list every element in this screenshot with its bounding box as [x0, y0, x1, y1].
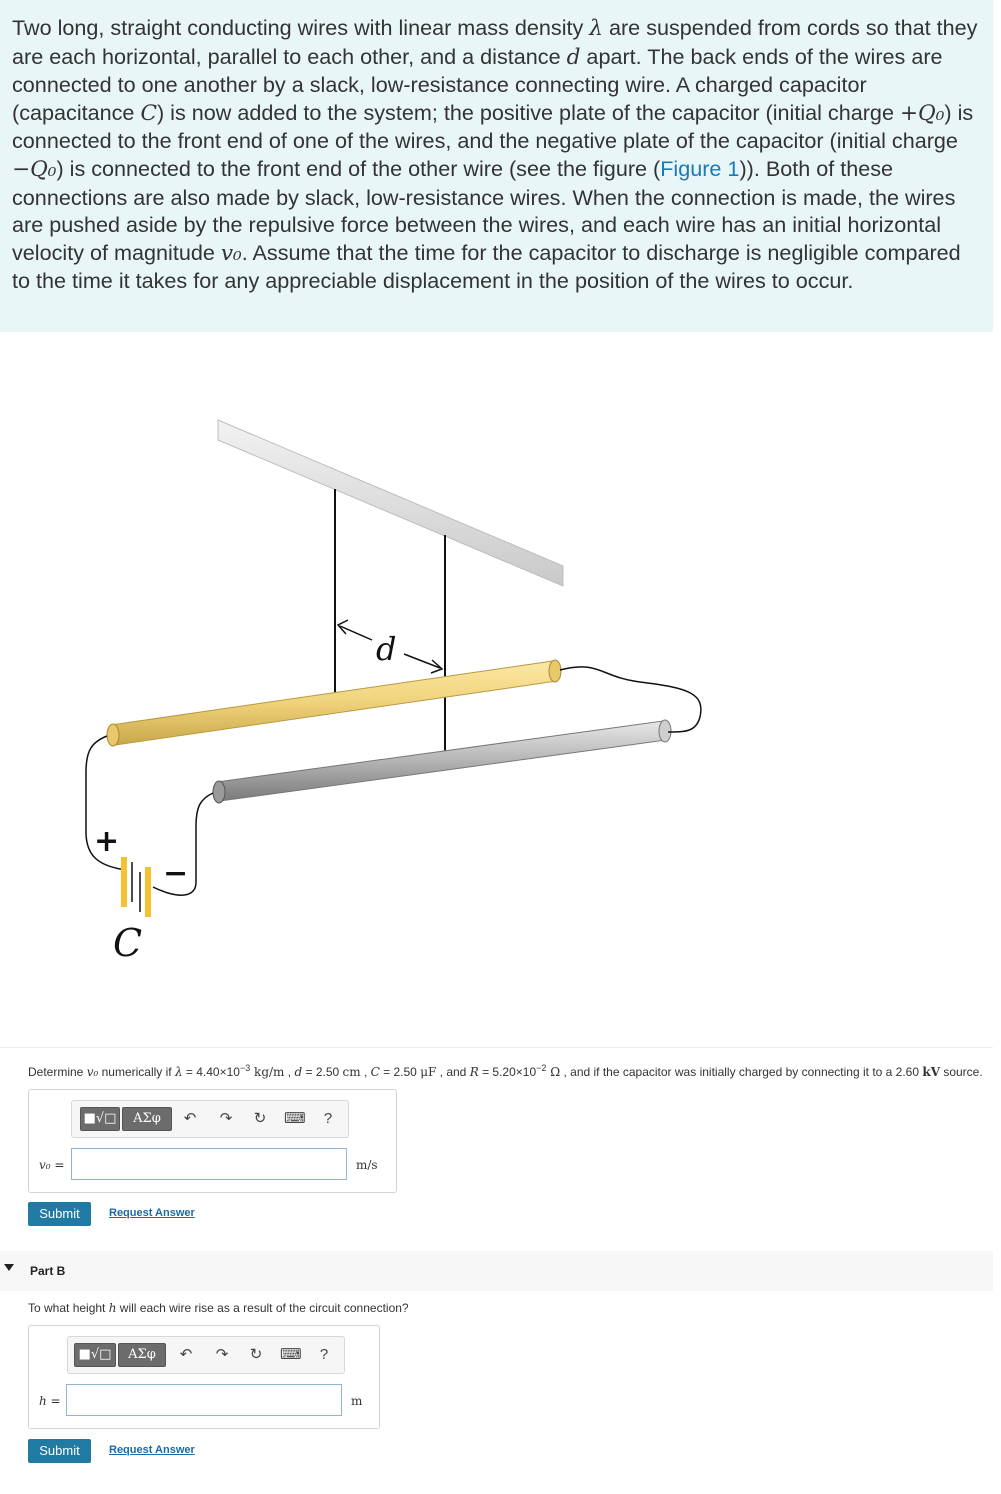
part-a-request-answer-link[interactable]: Request Answer: [109, 1207, 195, 1219]
problem-statement: Two long, straight conducting wires with linear mass density λ are suspended from cords so that they are each horizontal, parallel to each other, and a distance d apart. The back ends of the wires are connected to one another by a slack, low-resistance connecting wire. A charged capacitor (capacitance C) is now added to the system; the positive plate of the capacitor (initial charge +Q₀) is connected to the front end of one of the wires, and the negative plate of the capacitor (initial charge −Q₀) is connected to the front end of the other wire (see the figure (Figure 1)). Both of these connections are also made by slack, low-resistance wires. When the connection is made, the wires are pushed aside by the repulsive force between the wires, and each wire has an initial horizontal velocity of magnitude v₀. Assume that the time for the capacitor to discharge is negligible compared to the time it takes for any appreciable displacement in the position of the wires to occur.: [0, 0, 993, 332]
part-b-answer-box: [28, 1325, 380, 1429]
part-b-title: Part B: [30, 1264, 66, 1278]
separator: [0, 1047, 993, 1048]
ceiling: [218, 420, 563, 586]
v0-label: v₀ =: [39, 1158, 65, 1172]
capacitor-label: C: [113, 921, 143, 965]
templates-button[interactable]: ■√□: [74, 1343, 116, 1367]
help-icon[interactable]: ?: [319, 1346, 329, 1363]
positive-charge: +Q₀: [899, 100, 945, 126]
v0-symbol: v₀: [220, 240, 242, 266]
redo-icon[interactable]: ↷: [215, 1346, 229, 1363]
greek-button[interactable]: ΑΣφ: [122, 1107, 172, 1131]
d-arrow-right: [404, 654, 440, 668]
h-label: h =: [39, 1394, 61, 1408]
negative-charge: −Q₀: [12, 156, 57, 182]
part-a-submit-button[interactable]: Submit: [28, 1202, 91, 1226]
figure-link[interactable]: Figure 1: [660, 155, 740, 181]
d-label: d: [376, 630, 397, 668]
part-b-header[interactable]: [0, 1251, 993, 1291]
reset-icon[interactable]: ↻: [253, 1110, 267, 1127]
undo-icon[interactable]: ↶: [183, 1110, 197, 1127]
problem-text: Two long, straight conducting wires with linear mass density: [12, 15, 590, 40]
part-a-toolbar: [71, 1100, 349, 1138]
figure-wires-capacitor: [0, 332, 993, 1047]
part-a-answer-box: [28, 1089, 397, 1193]
reset-icon[interactable]: ↻: [249, 1346, 263, 1363]
undo-icon[interactable]: ↶: [179, 1346, 193, 1363]
minus-label: −: [163, 856, 189, 891]
keyboard-icon[interactable]: ⌨: [280, 1346, 302, 1363]
v0-input[interactable]: [71, 1148, 347, 1180]
d-symbol: d: [566, 44, 581, 70]
lambda-symbol: λ: [589, 16, 603, 41]
part-b-request-answer-link[interactable]: Request Answer: [109, 1444, 195, 1456]
plus-label: +: [94, 824, 120, 859]
h-input[interactable]: [66, 1384, 342, 1416]
keyboard-icon[interactable]: ⌨: [284, 1110, 306, 1127]
greek-button[interactable]: ΑΣφ: [118, 1343, 166, 1367]
back-connecting-wire: [560, 667, 701, 732]
redo-icon[interactable]: ↷: [219, 1110, 233, 1127]
v0-unit: m/s: [356, 1158, 378, 1172]
figure-svg: [0, 332, 993, 1047]
help-icon[interactable]: ?: [323, 1110, 333, 1127]
h-unit: m: [351, 1394, 363, 1408]
gray-wire: [213, 720, 671, 803]
collapse-triangle-icon[interactable]: [4, 1264, 14, 1271]
c-symbol: C: [140, 100, 157, 126]
part-b-prompt: To what height h will each wire rise as a result of the circuit connection?: [28, 1301, 409, 1315]
part-b-toolbar: [67, 1336, 345, 1374]
part-a-prompt: Determine v₀ numerically if $\lambda = 4.40\times 10^{-3}$ kg/m , d = 2.50 cm , C = 2.50 μF , and $R = 5.20\times 10^{-2}$ Ω , and if the capacitor was initially charged by connecting it to a 2.60 kV source.: [28, 1063, 983, 1079]
part-b-submit-button[interactable]: Submit: [28, 1439, 91, 1463]
templates-button[interactable]: ■√□: [80, 1107, 120, 1131]
